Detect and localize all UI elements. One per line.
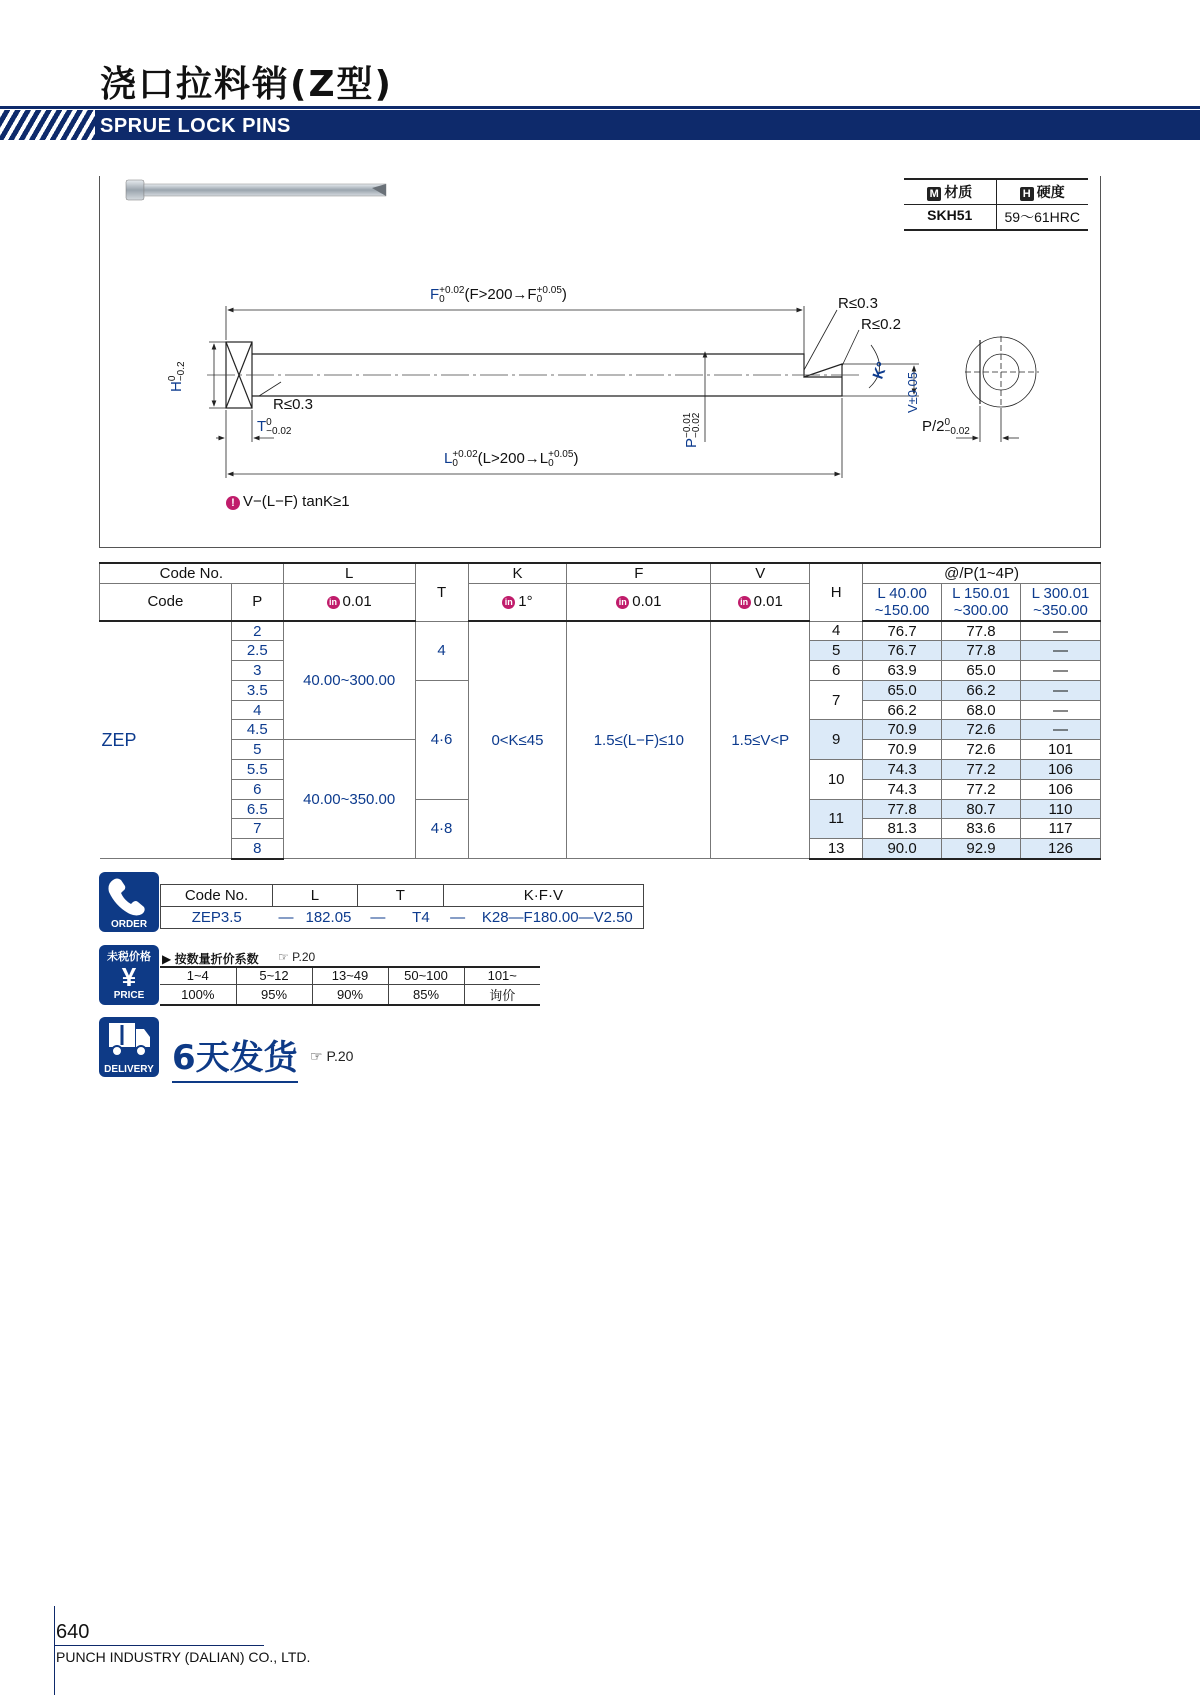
th-h: H (810, 563, 863, 621)
price-cell: — (1020, 641, 1100, 661)
price-cell: — (1020, 680, 1100, 700)
th-f: F (567, 563, 711, 583)
yen-icon: ¥ (121, 962, 137, 992)
price-cell: — (1020, 661, 1100, 681)
qty-cell: 1~4 (160, 967, 236, 984)
price-cell: 80.7 (942, 799, 1021, 819)
price-cell: 65.0 (942, 661, 1021, 681)
price-cell: 106 (1020, 779, 1100, 799)
rate-cell: 85% (388, 984, 464, 1005)
h-cell: 4 (810, 621, 863, 641)
technical-drawing (99, 270, 1101, 515)
th-range-2: L 150.01 ~300.00 (942, 583, 1021, 621)
r2-label: R≤0.2 (861, 316, 901, 333)
rate-cell: 95% (236, 984, 312, 1005)
h-cell: 10 (810, 760, 863, 800)
material-box (904, 178, 1088, 231)
price-cell: 77.2 (942, 760, 1021, 780)
price-cell: 77.8 (942, 621, 1021, 641)
price-icon: 未税价格 ¥ PRICE (99, 945, 159, 1005)
quantity-discount-table (160, 966, 540, 1006)
p2-dimension-label: P/2 0 −0.02 (922, 417, 970, 438)
order-kfv: K28—F180.00—V2.50 (472, 907, 644, 929)
rate-cell: 90% (312, 984, 388, 1005)
order-h-t: T (357, 885, 443, 907)
material-header: M 材质 (904, 180, 996, 204)
company-name: PUNCH INDUSTRY (DALIAN) CO., LTD. (56, 1649, 311, 1665)
p-dimension-label: P −0.01 −0.02 (682, 412, 703, 448)
order-example-table (160, 884, 644, 929)
page-number: 640 (56, 1621, 90, 1643)
price-cell: 92.9 (942, 839, 1021, 859)
r1-label: R≤0.3 (838, 295, 878, 312)
truck-icon (99, 1017, 159, 1061)
th-t: T (415, 563, 468, 621)
order-sep: — (443, 907, 471, 929)
material-value: SKH51 (927, 207, 973, 223)
th-unit-price: @/P(1~4P) (863, 563, 1101, 583)
h-cell: 13 (810, 839, 863, 859)
t-cell-3: 4·8 (415, 799, 468, 858)
th-code: Code (100, 583, 232, 621)
h-cell: 9 (810, 720, 863, 760)
t-dimension-label: T 0 −0.02 (257, 417, 292, 438)
p-cell: 5 (231, 740, 283, 760)
price-cell: 77.8 (863, 799, 942, 819)
price-cell: 77.2 (942, 779, 1021, 799)
footer-rule-vertical (54, 1606, 55, 1695)
th-p: P (231, 583, 283, 621)
price-cell: 90.0 (863, 839, 942, 859)
code-cell: ZEP (100, 621, 232, 859)
price-cell: — (1020, 720, 1100, 740)
th-v-tol: in 0.01 (711, 583, 810, 621)
price-cell: 101 (1020, 740, 1100, 760)
th-range-3: L 300.01 ~350.00 (1020, 583, 1100, 621)
l-range-cell-2: 40.00~350.00 (283, 740, 415, 859)
k-range-cell: 0<K≤45 (468, 621, 567, 859)
p-cell: 3.5 (231, 680, 283, 700)
delivery-icon: DELIVERY (99, 1017, 159, 1077)
h-cell: 5 (810, 641, 863, 661)
order-h-l: L (273, 885, 358, 907)
qty-cell: 101~ (464, 967, 540, 984)
p-cell: 2 (231, 621, 283, 641)
p-cell: 2.5 (231, 641, 283, 661)
th-f-tol: in 0.01 (567, 583, 711, 621)
p-cell: 5.5 (231, 760, 283, 780)
qty-cell: 13~49 (312, 967, 388, 984)
f-range-cell: 1.5≤(L−F)≤10 (567, 621, 711, 859)
delivery-text: 6天发货 (172, 1030, 298, 1083)
price-cell: 106 (1020, 760, 1100, 780)
price-title: ▶ 按数量折价系数 (162, 952, 259, 966)
warning-icon: ! (226, 496, 240, 510)
formula-note: ! V−(L−F) tanK≥1 (226, 493, 350, 510)
th-l-tol: in 0.01 (283, 583, 415, 621)
h-dimension-label: H 0 −0.2 (167, 361, 188, 392)
t-cell-2: 4·6 (415, 680, 468, 799)
footer-rule-horizontal (54, 1645, 264, 1646)
l-range-cell-1: 40.00~300.00 (283, 621, 415, 740)
p-cell: 8 (231, 839, 283, 859)
th-k-tol: in 1° (468, 583, 567, 621)
header-rule (0, 106, 1200, 109)
l-dimension-label: L +0.02 0 (L>200→L +0.05 0 ) (444, 449, 579, 470)
price-cell: 70.9 (863, 720, 942, 740)
order-sep: — (273, 907, 300, 929)
product-photo (124, 178, 394, 204)
p-cell: 4.5 (231, 720, 283, 740)
page-title: 浇口拉料销(Z型) (100, 64, 394, 105)
k-angle-label: K° (869, 359, 892, 382)
header-stripes (0, 110, 95, 140)
price-cell: 81.3 (863, 819, 942, 839)
p-cell: 7 (231, 819, 283, 839)
price-cell: 110 (1020, 799, 1100, 819)
price-cell: 117 (1020, 819, 1100, 839)
h-cell: 6 (810, 661, 863, 681)
v-range-cell: 1.5≤V<P (711, 621, 810, 859)
price-cell: 65.0 (863, 680, 942, 700)
price-cell: 74.3 (863, 779, 942, 799)
rate-cell: 100% (160, 984, 236, 1005)
h-cell: 11 (810, 799, 863, 839)
p-cell: 6 (231, 779, 283, 799)
order-icon: ORDER (99, 872, 159, 932)
qty-cell: 5~12 (236, 967, 312, 984)
v-dimension-label: V±0.05 (905, 371, 920, 413)
price-cell: 77.8 (942, 641, 1021, 661)
price-cell: 72.6 (942, 740, 1021, 760)
qty-cell: 50~100 (388, 967, 464, 984)
th-v: V (711, 563, 810, 583)
price-cell: — (1020, 621, 1100, 641)
price-cell: 83.6 (942, 819, 1021, 839)
price-cell: 66.2 (863, 700, 942, 720)
hardness-header: H 硬度 (996, 180, 1089, 204)
page-subtitle: SPRUE LOCK PINS (100, 115, 291, 137)
order-h-code: Code No. (161, 885, 273, 907)
h-cell: 7 (810, 680, 863, 720)
price-cell: 66.2 (942, 680, 1021, 700)
p-cell: 3 (231, 661, 283, 681)
f-dimension-label: F +0.02 0 (F>200→F +0.05 0 ) (430, 285, 567, 306)
order-l: 182.05 (300, 907, 358, 929)
table-row (100, 621, 1101, 641)
p-cell: 4 (231, 700, 283, 720)
r3-label: R≤0.3 (273, 396, 313, 413)
th-range-1: L 40.00 ~150.00 (863, 583, 942, 621)
price-cell: 68.0 (942, 700, 1021, 720)
hardness-value: 59～61HRC (996, 205, 1089, 229)
rate-cell: 询价 (464, 984, 540, 1005)
order-h-kfv: K·F·V (443, 885, 643, 907)
order-code: ZEP3.5 (161, 907, 273, 929)
order-t: T4 (398, 907, 443, 929)
spec-table (99, 562, 1101, 860)
price-cell: 74.3 (863, 760, 942, 780)
price-cell: 70.9 (863, 740, 942, 760)
order-sep: — (357, 907, 398, 929)
th-code-no: Code No. (100, 563, 284, 583)
th-l: L (283, 563, 415, 583)
price-cell: 72.6 (942, 720, 1021, 740)
p-cell: 6.5 (231, 799, 283, 819)
price-cell: 63.9 (863, 661, 942, 681)
price-cell: — (1020, 700, 1100, 720)
price-cell: 126 (1020, 839, 1100, 859)
th-k: K (468, 563, 567, 583)
delivery-ref-link[interactable]: ☞ P.20 (310, 1048, 354, 1064)
phone-icon (99, 872, 159, 916)
price-cell: 76.7 (863, 621, 942, 641)
price-cell: 76.7 (863, 641, 942, 661)
t-cell-1: 4 (415, 621, 468, 680)
price-ref-link[interactable]: ☞ P.20 (278, 950, 316, 964)
